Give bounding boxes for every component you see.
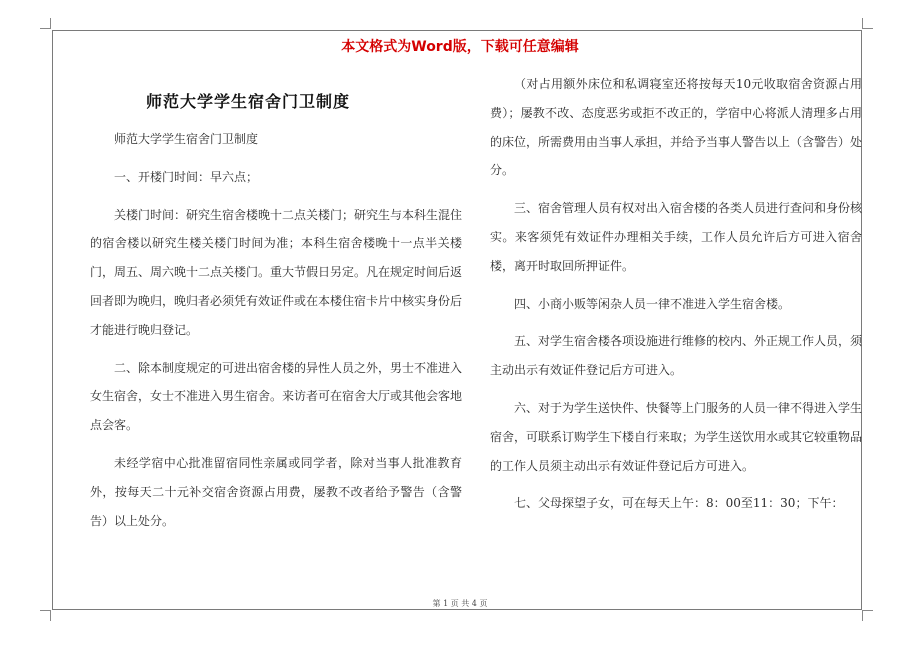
right-column [490,70,862,600]
paragraph: 一、开楼门时间：早六点； [114,169,259,184]
paragraph: 师范大学学生宿舍门卫制度 [114,132,259,146]
paragraph: 四、小商小贩等闲杂人员一律不准进入学生宿舍楼。 [514,296,791,311]
crop-mark-bottom-left [40,610,51,621]
paragraph: 关楼门时间：研究生宿舍楼晚十二点关楼门；研究生与本科生混住的宿舍楼以研究生楼关楼门时间为准；本科生宿舍楼晚十一点半关楼门，周五、周六晚十二点关楼门。重大节假日另定。凡在规定时间后返回者即为晚归，晚归者必须凭有效证件或在本楼住宿卡片中核实身份后才能进行晚归登记。 [90,207,463,337]
page-number-footer: 第 1 页 共 4 页 [432,599,488,608]
paragraph: 五、对学生宿舍楼各项设施进行维修的校内、外正规工作人员，须主动出示有效证件登记后方可进入。 [490,334,862,378]
crop-mark-top-right [862,18,873,29]
paragraph: 三、宿舍管理人员有权对出入宿舍楼的各类人员进行查问和身份核实。来客须凭有效证件办理相关手续，工作人员允许后方可进入宿舍楼，离开时取回所押证件。 [490,201,862,273]
left-column [90,125,462,544]
paragraph: 七、父母探望子女，可在每天上午：8：00至11：30；下午： [514,496,844,511]
paragraph: 二、除本制度规定的可进出宿舍楼的异性人员之外，男士不准进入女生宿舍，女士不准进入男生宿舍。来访者可在宿舍大厅或其他会客地点会客。 [90,360,463,433]
crop-mark-top-left [40,18,51,29]
paragraph: （对占用额外床位和私调寝室还将按每天10元收取宿舍资源占用费）；屡教不改、态度恶劣或拒不改正的，学宿中心将派人清理多占用的床位，所需费用由当事人承担，并给予当事人警告以上（含警告）处分。 [490,77,862,178]
paragraph: 未经学宿中心批准留宿同性亲属或同学者，除对当事人批准教育外，按每天二十元补交宿舍资源占用费，屡教不改者给予警告（含警告）以上处分。 [90,455,462,528]
crop-mark-bottom-right [862,610,873,621]
document-title: 师范大学学生宿舍门卫制度 [146,92,351,111]
paragraph: 六、对于为学生送快件、快餐等上门服务的人员一律不得进入学生宿舍，可联系订购学生下楼自行来取；为学生送饮用水或其它较重物品的工作人员须主动出示有效证件登记后方可进入。 [490,400,862,473]
format-banner: 本文格式为Word版，下载可任意编辑 [341,39,579,55]
